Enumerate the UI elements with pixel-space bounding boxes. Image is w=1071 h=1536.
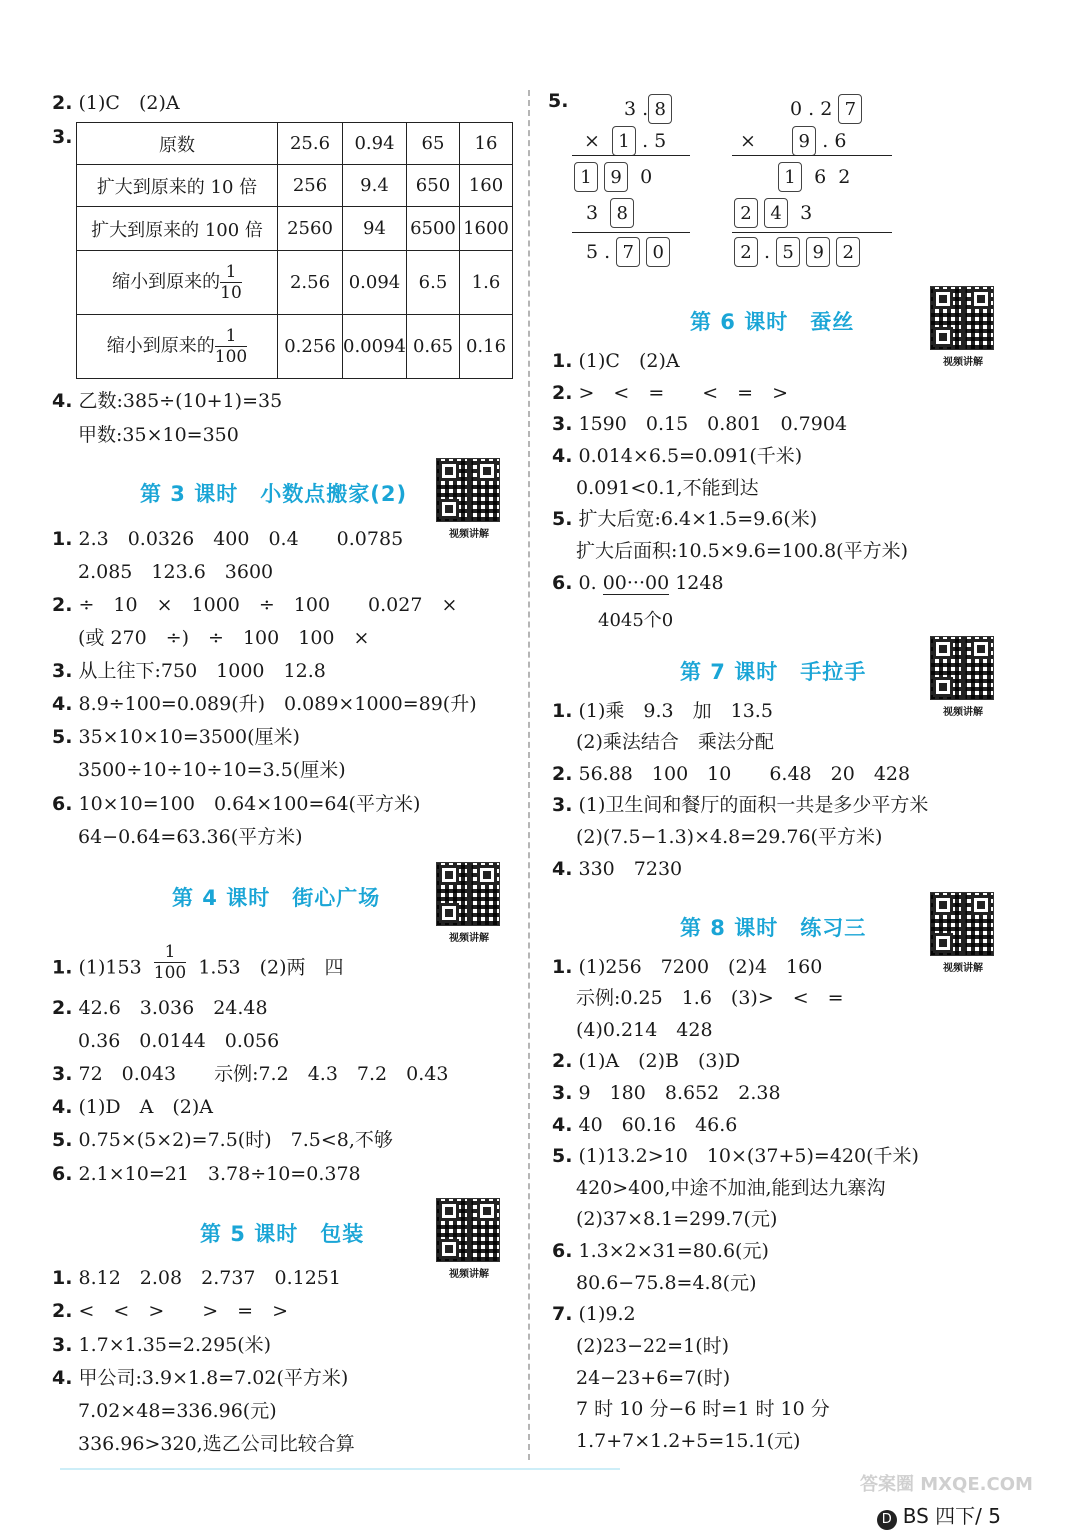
lesson-4-item: 3. 72 0.043 示例:7.2 4.3 7.2 0.43 — [52, 1063, 449, 1085]
lesson-3-item: 3. 从上往下:750 1000 12.8 — [52, 660, 326, 682]
table-cell: 0.16 — [459, 315, 512, 379]
table-row — [77, 251, 513, 315]
lesson-7-title: 第 7 课时 手拉手 — [680, 660, 867, 684]
lesson-3-item: 5. 35×10×10=3500(厘米) — [52, 726, 300, 748]
qr-code[interactable]: 视频讲解 — [930, 286, 996, 368]
qr-icon — [436, 458, 500, 522]
lesson-7-item: 1. (1)乘 9.3 加 13.5 — [552, 700, 773, 722]
lesson-6-item-line: 4045个0 — [598, 610, 674, 631]
table-cell: 0.65 — [406, 315, 459, 379]
answer-3-number: 3. — [52, 126, 73, 148]
calc-row: × 1 . 5 — [584, 124, 666, 158]
table-cell: 0.256 — [278, 315, 343, 379]
answer-box: 4 — [764, 198, 788, 228]
table-cell: 缩小到原来的 $\frac{1}{100}$ — [77, 315, 278, 379]
qr-code[interactable]: 视频讲解 — [436, 1198, 502, 1280]
lesson-8-item-line: 7 时 10 分−6 时=1 时 10 分 — [576, 1398, 830, 1420]
lesson-7-item: 3. (1)卫生间和餐厅的面积一共是多少平方米 — [552, 794, 929, 816]
lesson-6-item: 3. 1590 0.15 0.801 0.7904 — [552, 413, 848, 435]
table-row — [77, 315, 513, 379]
lesson-8-item-line: 420>400,中途不加油,能到达九寨沟 — [576, 1177, 886, 1199]
lesson-3-item-line: 64−0.64=63.36(平方米) — [78, 826, 303, 848]
lesson-3-item: 1. 2.3 0.0326 400 0.4 0.0785 — [52, 528, 404, 550]
lesson-4-item: 6. 2.1×10=21 3.78÷10=0.378 — [52, 1163, 361, 1185]
table-cell: 扩大到原来的 10 倍 — [77, 165, 278, 207]
calc-rule — [572, 232, 690, 233]
fraction: $\frac{1}{10}$ — [220, 262, 242, 303]
lesson-5-item-line: 7.02×48=336.96(元) — [78, 1400, 277, 1422]
answer-box: 9 — [792, 126, 816, 156]
table-cell: 0.0094 — [343, 315, 407, 379]
lesson-6-item-line: 0.091<0.1,不能到达 — [576, 477, 759, 499]
lesson-8-item-line: (2)23−22=1(时) — [576, 1335, 730, 1357]
calc-row: 3 . 8 — [624, 92, 672, 126]
lesson-8-item-line: 1.7+7×1.2+5=15.1(元) — [576, 1430, 801, 1452]
lesson-6-title: 第 6 课时 蚕丝 — [690, 310, 855, 334]
lesson-4-item: 1. (1)153 $\frac{1}{100}$ 1.53 (2)两 四 — [52, 942, 344, 983]
table-cell: 扩大到原来的 100 倍 — [77, 207, 278, 251]
qr-code[interactable]: 视频讲解 — [436, 458, 502, 540]
lesson-6-item: 6. 0. 00···00 1248 — [552, 572, 724, 594]
lesson-4-item: 4. (1)D A (2)A — [52, 1096, 214, 1118]
lesson-3-item-line: 2.085 123.6 3600 — [78, 561, 274, 583]
lesson-6-item: 1. (1)C (2)A — [552, 350, 680, 372]
lesson-3-item-line: 3500÷10÷10÷10=3.5(厘米) — [78, 759, 346, 781]
answer-2: 2. (1)C (2)A — [52, 92, 180, 114]
answer-box: 2 — [734, 198, 758, 228]
table-cell: 25.6 — [278, 123, 343, 165]
table-cell: 原数 — [77, 123, 278, 165]
calc-rule — [572, 155, 690, 156]
answer-box: 1 — [612, 126, 636, 156]
answer-box: 9 — [604, 162, 628, 192]
lesson-8-item: 6. 1.3×2×31=80.6(元) — [552, 1240, 769, 1262]
lesson-3-item-line: (或 270 ÷) ÷ 100 100 × — [78, 627, 370, 649]
lesson-6-item-line: 扩大后面积:10.5×9.6=100.8(平方米) — [576, 540, 908, 562]
calc-rule — [732, 155, 892, 156]
lesson-8-item-line: (4)0.214 428 — [576, 1019, 713, 1041]
lesson-8-item: 2. (1)A (2)B (3)D — [552, 1050, 741, 1072]
lesson-8-item-line: 24−23+6=7(时) — [576, 1367, 731, 1389]
answer-4-line2: 甲数:35×10=350 — [78, 424, 239, 446]
table-cell: 缩小到原来的 $\frac{1}{10}$ — [77, 251, 278, 315]
lesson-8-item: 1. (1)256 7200 (2)4 160 — [552, 956, 823, 978]
lesson-4-item: 2. 42.6 3.036 24.48 — [52, 997, 268, 1019]
lesson-6-item: 2. > < = < = > — [552, 382, 789, 404]
answer-box: 7 — [838, 94, 862, 124]
qr-code[interactable]: 视频讲解 — [930, 636, 996, 718]
table-cell: 9.4 — [343, 165, 407, 207]
answer-box: 8 — [648, 94, 672, 124]
table-cell: 94 — [343, 207, 407, 251]
qr-icon — [930, 636, 994, 700]
lesson-5-item: 3. 1.7×1.35=2.295(米) — [52, 1334, 272, 1356]
answer-box: 5 — [776, 237, 800, 267]
lesson-5-item: 2. < < > > = > — [52, 1300, 289, 1322]
column-divider — [528, 90, 530, 1460]
lesson-5-item-line: 336.96>320,选乙公司比较合算 — [78, 1433, 355, 1455]
table-header-row — [77, 123, 513, 165]
calc-row: 1 6 2 — [778, 160, 850, 194]
lesson-5-item: 4. 甲公司:3.9×1.8=7.02(平方米) — [52, 1367, 349, 1389]
calc-row: 2 4 3 — [734, 196, 812, 230]
qr-icon — [436, 1198, 500, 1262]
table-cell: 256 — [278, 165, 343, 207]
lesson-6-item: 5. 扩大后宽:6.4×1.5=9.6(米) — [552, 508, 818, 530]
answer-box: 8 — [610, 198, 634, 228]
lesson-3-item: 2. ÷ 10 × 1000 ÷ 100 0.027 × — [52, 594, 458, 616]
lesson-7-item-line: (2)乘法结合 乘法分配 — [576, 731, 774, 753]
answer-box: 1 — [778, 162, 802, 192]
table-cell: 1.6 — [459, 251, 512, 315]
lesson-7-item-line: (2)(7.5−1.3)×4.8=29.76(平方米) — [576, 826, 883, 848]
table-cell: 65 — [406, 123, 459, 165]
answer-box: 1 — [574, 162, 598, 192]
calc-row: 5 . 7 0 — [586, 235, 670, 269]
answer-4: 4. 乙数:385÷(10+1)=35 — [52, 390, 283, 412]
calc-row: 0 . 2 7 — [790, 92, 862, 126]
lesson-4-item: 5. 0.75×(5×2)=7.5(时) 7.5<8,不够 — [52, 1129, 393, 1151]
answer-box: 0 — [646, 237, 670, 267]
lesson-3-item: 6. 10×10=100 0.64×100=64(平方米) — [52, 793, 421, 815]
answer-5-number: 5. — [548, 90, 569, 112]
lesson-8-item-line: 示例:0.25 1.6 (3)> < = — [576, 987, 844, 1009]
footer-rule — [60, 1468, 620, 1470]
table-cell: 650 — [406, 165, 459, 207]
table-cell: 160 — [459, 165, 512, 207]
lesson-5-title: 第 5 课时 包装 — [200, 1222, 365, 1246]
page-footer — [877, 1500, 1001, 1530]
lesson-8-item: 4. 40 60.16 46.6 — [552, 1114, 738, 1136]
fraction: $\frac{1}{100}$ — [153, 942, 187, 983]
answer-box: 7 — [616, 237, 640, 267]
lesson-8-item-line: (2)37×8.1=299.7(元) — [576, 1208, 778, 1230]
watermark: 答案圈 MXQE.COM — [860, 1474, 1033, 1495]
lesson-8-item: 7. (1)9.2 — [552, 1303, 636, 1325]
lesson-6-item: 4. 0.014×6.5=0.091(千米) — [552, 445, 803, 467]
calc-row: 3 8 — [586, 196, 634, 230]
lesson-8-item: 5. (1)13.2>10 10×(37+5)=420(千米) — [552, 1145, 919, 1167]
qr-code[interactable]: 视频讲解 — [930, 892, 996, 974]
page-number: BS 四下/ 5 — [902, 1504, 1001, 1528]
calc-row: 2 . 5 9 2 — [734, 235, 860, 269]
table-cell: 2.56 — [278, 251, 343, 315]
table-cell: 1600 — [459, 207, 512, 251]
answer-box: 9 — [806, 237, 830, 267]
qr-icon — [930, 286, 994, 350]
lesson-7-item: 4. 330 7230 — [552, 858, 683, 880]
lesson-3-item: 4. 8.9÷100=0.089(升) 0.089×1000=89(升) — [52, 693, 477, 715]
lesson-8-title: 第 8 课时 练习三 — [680, 916, 867, 940]
calc-row: 1 9 0 — [574, 160, 652, 194]
lesson-7-item: 2. 56.88 100 10 6.48 20 428 — [552, 763, 911, 785]
answer-box: 2 — [734, 237, 758, 267]
answer-box: 2 — [836, 237, 860, 267]
qr-icon — [436, 862, 500, 926]
qr-icon — [930, 892, 994, 956]
table-row — [77, 207, 513, 251]
table-cell: 2560 — [278, 207, 343, 251]
calc-rule — [732, 232, 892, 233]
table-row — [77, 165, 513, 207]
lesson-3-title: 第 3 课时 小数点搬家(2) — [140, 482, 408, 506]
qr-code[interactable]: 视频讲解 — [436, 862, 502, 944]
lesson-4-item-line: 0.36 0.0144 0.056 — [78, 1030, 280, 1052]
lesson-4-title: 第 4 课时 街心广场 — [172, 886, 381, 910]
answer-3-table — [76, 122, 513, 379]
table-cell: 16 — [459, 123, 512, 165]
calc-row: × 9 . 6 — [740, 124, 846, 158]
edition-badge: D — [877, 1510, 897, 1530]
table-cell: 0.094 — [343, 251, 407, 315]
table-cell: 0.94 — [343, 123, 407, 165]
fraction: $\frac{1}{100}$ — [214, 326, 248, 367]
table-cell: 6.5 — [406, 251, 459, 315]
lesson-8-item-line: 80.6−75.8=4.8(元) — [576, 1272, 757, 1294]
table-cell: 6500 — [406, 207, 459, 251]
lesson-5-item: 1. 8.12 2.08 2.737 0.1251 — [52, 1267, 341, 1289]
lesson-8-item: 3. 9 180 8.652 2.38 — [552, 1082, 781, 1104]
